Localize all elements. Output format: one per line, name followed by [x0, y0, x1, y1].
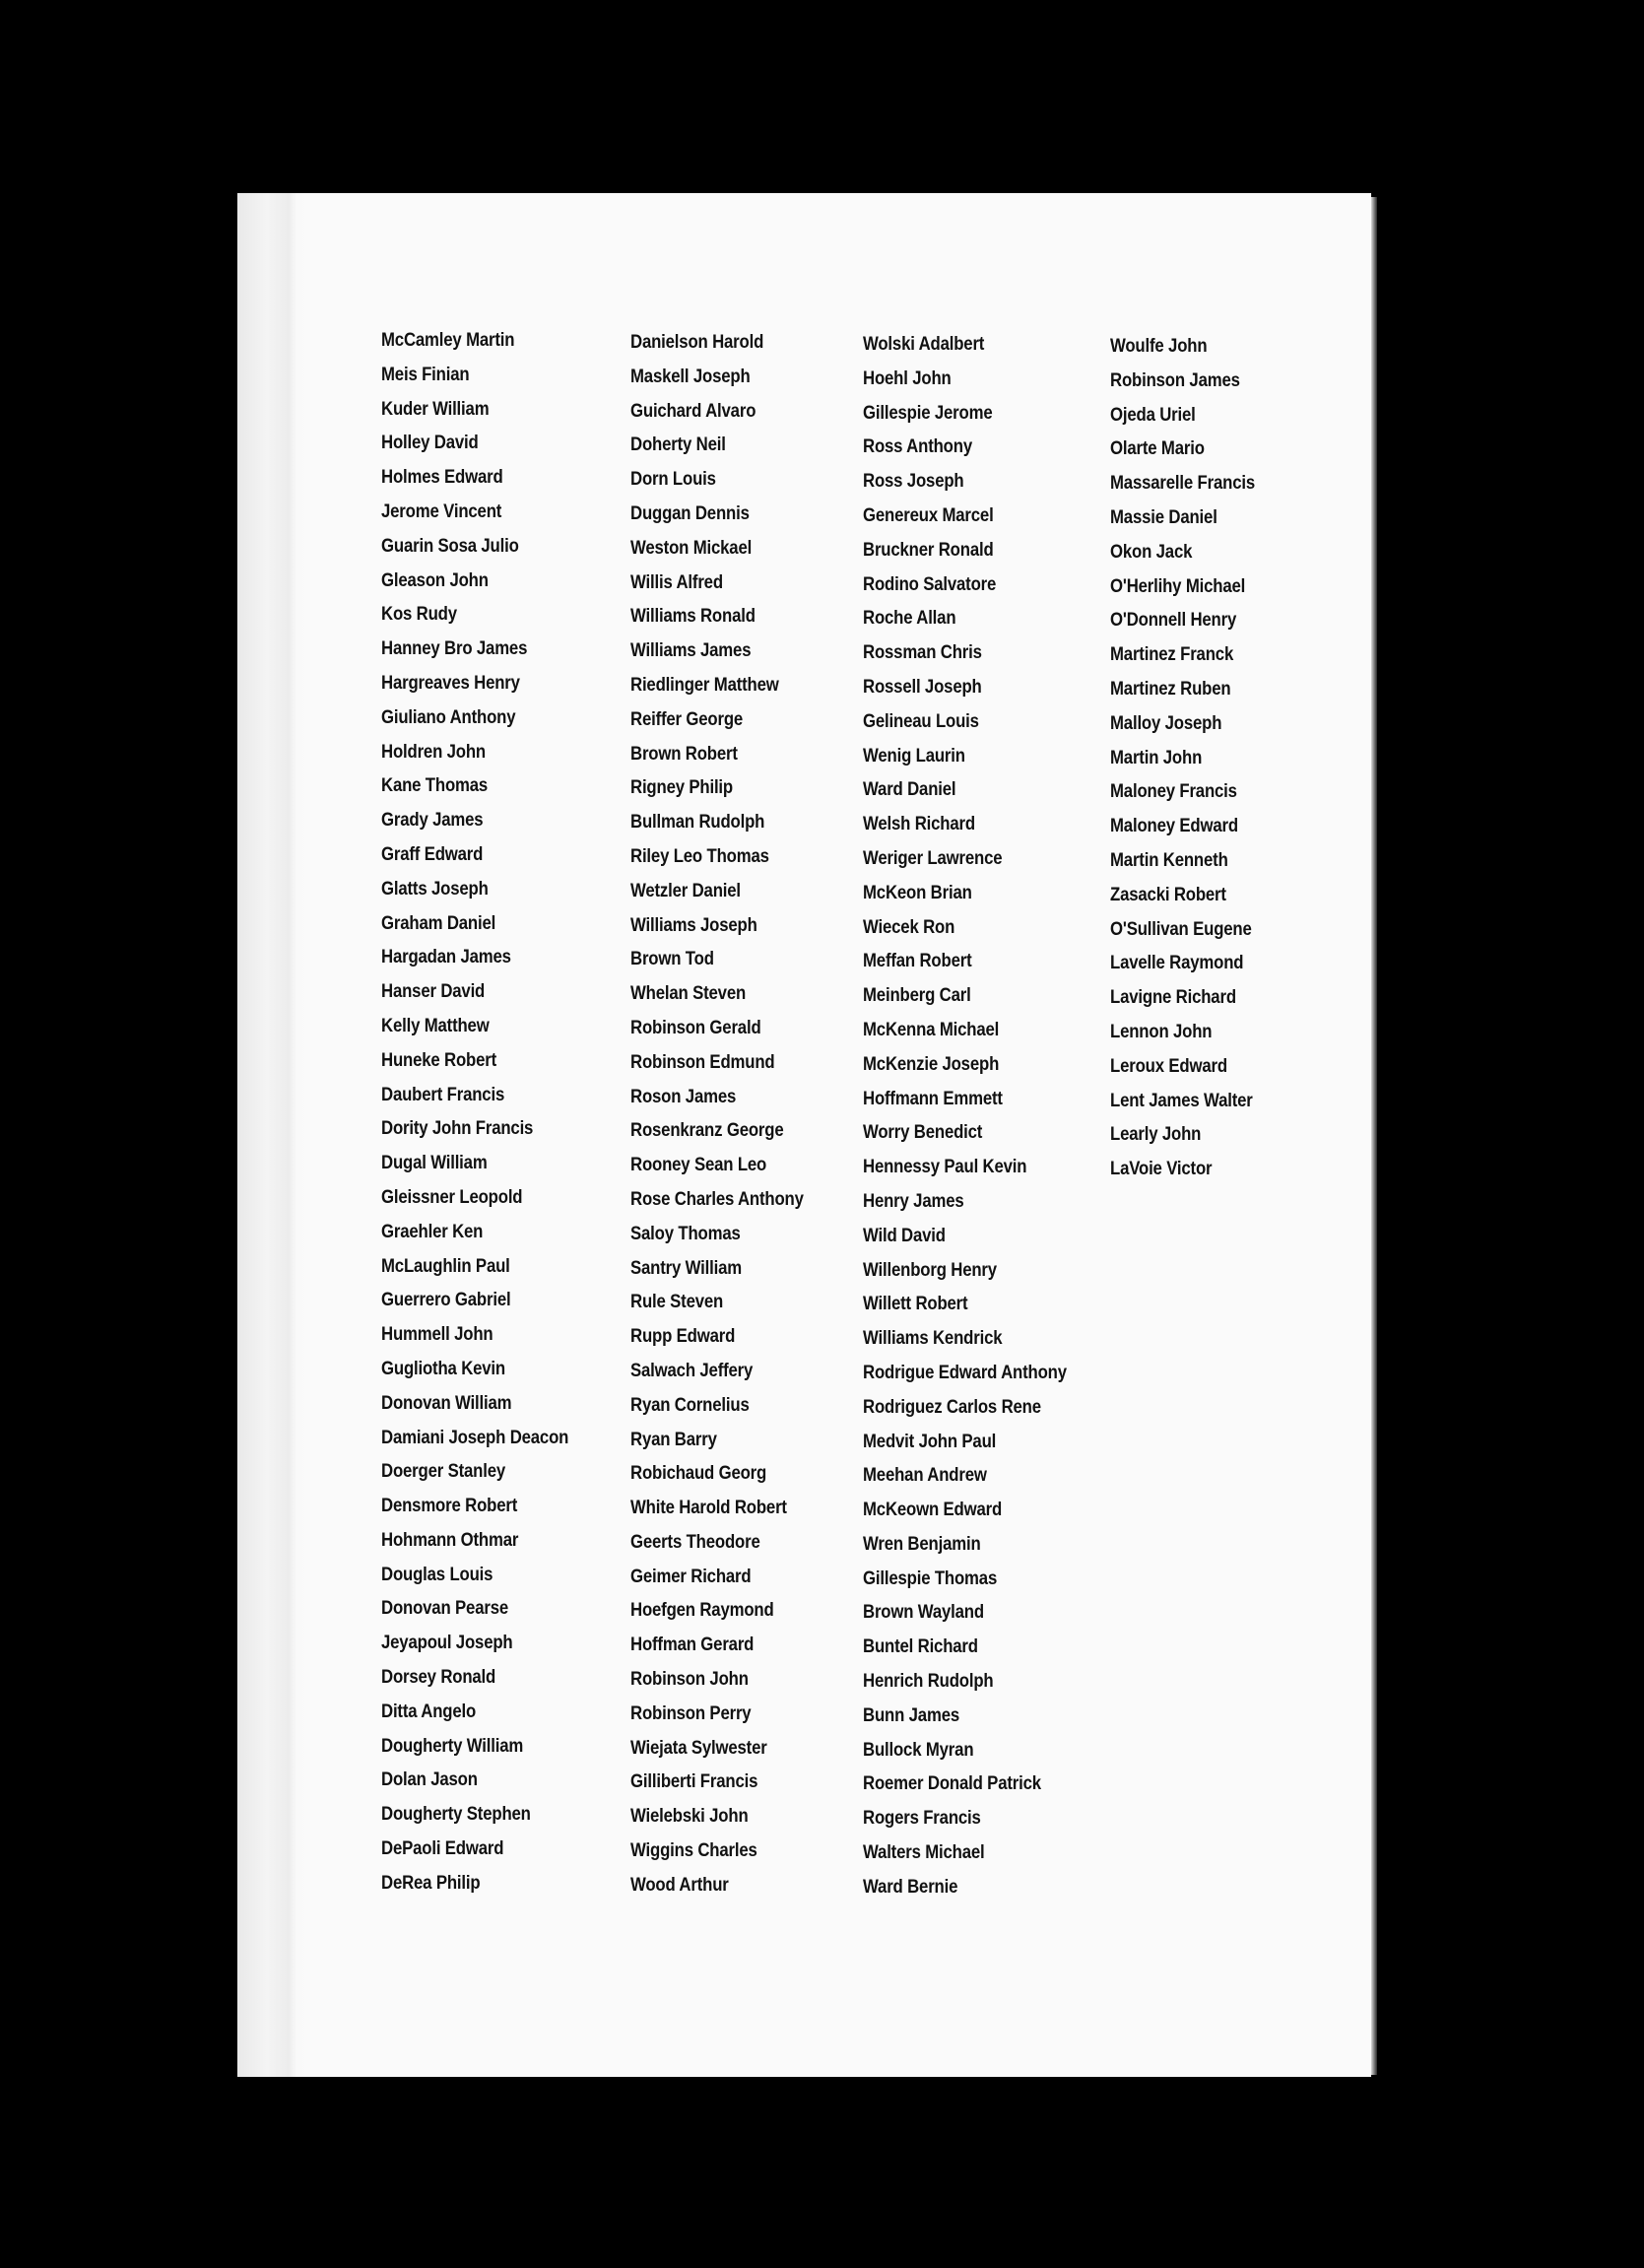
- list-item: Wenig Laurin: [863, 744, 965, 767]
- list-item: Willenborg Henry: [863, 1258, 997, 1281]
- list-item: Meehan Andrew: [863, 1464, 987, 1487]
- list-item: Bunn James: [863, 1703, 959, 1726]
- list-item: Danielson Harold: [630, 331, 764, 353]
- list-item: Jeyapoul Joseph: [381, 1632, 513, 1654]
- list-item: Robinson Gerald: [630, 1016, 761, 1038]
- list-item: Grady James: [381, 809, 484, 832]
- list-item: Graff Edward: [381, 842, 484, 865]
- list-item: Hoffmann Emmett: [863, 1087, 1003, 1109]
- list-item: Hargreaves Henry: [381, 671, 520, 694]
- list-item: Williams Ronald: [630, 605, 756, 628]
- list-item: Martin Kenneth: [1110, 848, 1228, 871]
- list-item: Meinberg Carl: [863, 984, 971, 1007]
- list-item: Daubert Francis: [381, 1083, 505, 1105]
- list-item: McKenna Michael: [863, 1018, 1000, 1040]
- list-item: Meis Finian: [381, 363, 470, 385]
- list-item: Geimer Richard: [630, 1565, 752, 1587]
- list-item: Maskell Joseph: [630, 365, 751, 387]
- list-item: Massie Daniel: [1110, 505, 1217, 528]
- list-item: LaVoie Victor: [1110, 1158, 1213, 1180]
- list-item: Learly John: [1110, 1123, 1202, 1146]
- list-item: Wielebski John: [630, 1805, 749, 1828]
- list-item: Hanney Bro James: [381, 637, 528, 660]
- list-item: Rogers Francis: [863, 1807, 981, 1830]
- list-item: Bullman Rudolph: [630, 811, 765, 834]
- list-item: Robichaud Georg: [630, 1462, 767, 1485]
- list-item: Doerger Stanley: [381, 1460, 506, 1483]
- list-item: Lennon John: [1110, 1020, 1213, 1042]
- list-item: Dorsey Ronald: [381, 1666, 496, 1689]
- list-item: O'Sullivan Eugene: [1110, 917, 1252, 940]
- list-item: Ojeda Uriel: [1110, 403, 1196, 426]
- list-item: Lent James Walter: [1110, 1089, 1253, 1111]
- list-item: McCamley Martin: [381, 329, 515, 351]
- list-item: McKeown Edward: [863, 1499, 1003, 1521]
- list-item: Gelineau Louis: [863, 709, 979, 732]
- list-item: O'Herlihy Michael: [1110, 574, 1246, 597]
- list-item: Kos Rudy: [381, 603, 457, 626]
- list-item: Ryan Cornelius: [630, 1393, 750, 1416]
- list-item: White Harold Robert: [630, 1497, 787, 1519]
- list-item: Rossell Joseph: [863, 675, 982, 698]
- list-item: Roche Allan: [863, 607, 956, 630]
- list-item: Malloy Joseph: [1110, 711, 1222, 734]
- list-item: Ward Bernie: [863, 1875, 958, 1898]
- list-item: Geerts Theodore: [630, 1530, 760, 1553]
- list-item: Robinson James: [1110, 368, 1240, 391]
- list-item: Genereux Marcel: [863, 503, 994, 526]
- list-item: Whelan Steven: [630, 982, 747, 1005]
- list-item: Leroux Edward: [1110, 1054, 1227, 1077]
- list-item: Guarin Sosa Julio: [381, 534, 519, 557]
- list-item: Hargadan James: [381, 946, 511, 968]
- list-item: Kane Thomas: [381, 774, 489, 797]
- list-item: Wiejata Sylwester: [630, 1736, 767, 1759]
- list-item: Worry Benedict: [863, 1121, 983, 1144]
- list-item: Rooney Sean Leo: [630, 1154, 767, 1176]
- list-item: Robinson Perry: [630, 1701, 752, 1724]
- list-item: Medvit John Paul: [863, 1430, 997, 1452]
- list-item: Rule Steven: [630, 1291, 724, 1313]
- list-item: McLaughlin Paul: [381, 1254, 510, 1277]
- list-item: Guichard Alvaro: [630, 399, 756, 422]
- list-item: Ditta Angelo: [381, 1700, 477, 1722]
- list-item: Hummell John: [381, 1323, 493, 1346]
- list-item: Maloney Edward: [1110, 815, 1238, 837]
- list-item: Brown Tod: [630, 948, 714, 970]
- list-item: McKeon Brian: [863, 881, 972, 903]
- list-item: Kelly Matthew: [381, 1014, 490, 1036]
- list-item: Gleason John: [381, 568, 489, 591]
- list-item: DeRea Philip: [381, 1871, 481, 1894]
- list-item: Reiffer George: [630, 707, 744, 730]
- name-column-3: [863, 327, 1100, 1904]
- list-item: Ross Anthony: [863, 435, 972, 458]
- list-item: Zasacki Robert: [1110, 883, 1226, 905]
- list-item: Rosenkranz George: [630, 1119, 784, 1142]
- list-item: Kuder William: [381, 397, 490, 420]
- list-item: Okon Jack: [1110, 540, 1193, 563]
- list-item: Salwach Jeffery: [630, 1359, 754, 1381]
- list-item: Rossman Chris: [863, 641, 982, 664]
- list-item: Holmes Edward: [381, 466, 503, 489]
- list-item: Hohmann Othmar: [381, 1528, 519, 1551]
- list-item: Dugal William: [381, 1152, 488, 1174]
- list-item: Wood Arthur: [630, 1873, 729, 1896]
- list-item: Rose Charles Anthony: [630, 1187, 804, 1210]
- list-item: Wiggins Charles: [630, 1839, 757, 1862]
- name-column-1: [381, 323, 599, 1901]
- list-item: Bruckner Ronald: [863, 538, 994, 561]
- list-item: Huneke Robert: [381, 1048, 497, 1071]
- list-item: Wren Benjamin: [863, 1532, 981, 1555]
- list-item: Dorn Louis: [630, 468, 716, 491]
- list-item: Gillespie Thomas: [863, 1567, 998, 1589]
- list-item: Wolski Adalbert: [863, 333, 985, 355]
- list-item: Lavigne Richard: [1110, 986, 1236, 1009]
- list-item: Gillespie Jerome: [863, 401, 993, 424]
- list-item: Dolan Jason: [381, 1768, 478, 1791]
- list-item: Ward Daniel: [863, 778, 956, 801]
- list-item: Glatts Joseph: [381, 877, 489, 900]
- list-item: Welsh Richard: [863, 813, 975, 835]
- list-item: Wild David: [863, 1224, 946, 1246]
- list-item: Hoehl John: [863, 367, 952, 389]
- list-item: Hennessy Paul Kevin: [863, 1156, 1027, 1178]
- list-item: Hoefgen Raymond: [630, 1599, 774, 1622]
- list-item: Graehler Ken: [381, 1220, 484, 1242]
- list-item: Gilliberti Francis: [630, 1770, 758, 1793]
- list-item: Rigney Philip: [630, 776, 733, 799]
- list-item: McKenzie Joseph: [863, 1052, 1000, 1075]
- list-item: Duggan Dennis: [630, 501, 750, 524]
- list-item: Roemer Donald Patrick: [863, 1772, 1041, 1795]
- list-item: Lavelle Raymond: [1110, 952, 1244, 974]
- list-item: Maloney Francis: [1110, 780, 1237, 803]
- list-item: Rodriguez Carlos Rene: [863, 1395, 1041, 1418]
- list-item: Martinez Ruben: [1110, 677, 1231, 700]
- list-item: Robinson Edmund: [630, 1050, 775, 1073]
- list-item: Santry William: [630, 1256, 743, 1279]
- list-item: Roson James: [630, 1085, 737, 1107]
- list-item: Saloy Thomas: [630, 1222, 741, 1244]
- list-item: Willis Alfred: [630, 570, 723, 593]
- list-item: Rodino Salvatore: [863, 572, 997, 595]
- book-cover: [237, 193, 1371, 2077]
- list-item: Doherty Neil: [630, 434, 726, 456]
- list-item: Willett Robert: [863, 1293, 968, 1315]
- list-item: Woulfe John: [1110, 335, 1208, 357]
- list-item: Massarelle Francis: [1110, 472, 1255, 495]
- list-item: Williams Joseph: [630, 913, 757, 936]
- name-column-2: [630, 325, 831, 1902]
- list-item: Wetzler Daniel: [630, 879, 741, 901]
- list-item: Riley Leo Thomas: [630, 844, 769, 867]
- list-item: Guerrero Gabriel: [381, 1289, 511, 1311]
- list-item: Densmore Robert: [381, 1495, 518, 1517]
- list-item: Dougherty William: [381, 1734, 524, 1757]
- list-item: Donovan Pearse: [381, 1597, 509, 1620]
- list-item: Henry James: [863, 1189, 964, 1212]
- list-item: DePaoli Edward: [381, 1837, 504, 1860]
- spine-hinge: [237, 193, 314, 2077]
- name-column-4: [1110, 329, 1279, 1186]
- list-item: Brown Wayland: [863, 1601, 984, 1624]
- list-item: Ryan Barry: [630, 1428, 717, 1450]
- list-item: Ross Joseph: [863, 470, 964, 493]
- list-item: Brown Robert: [630, 742, 738, 765]
- list-item: Riedlinger Matthew: [630, 673, 779, 696]
- list-item: Giuliano Anthony: [381, 705, 516, 728]
- list-item: Donovan William: [381, 1391, 512, 1414]
- list-item: Walters Michael: [863, 1841, 985, 1864]
- list-item: Graham Daniel: [381, 911, 496, 934]
- list-item: Weston Mickael: [630, 536, 753, 559]
- list-item: Henrich Rudolph: [863, 1670, 994, 1693]
- list-item: Wiecek Ron: [863, 915, 955, 938]
- list-item: Bullock Myran: [863, 1738, 974, 1761]
- list-item: Hoffman Gerard: [630, 1634, 755, 1656]
- list-item: Douglas Louis: [381, 1563, 493, 1585]
- list-item: Dougherty Stephen: [381, 1803, 531, 1826]
- list-item: Gugliotha Kevin: [381, 1357, 506, 1379]
- list-item: Williams Kendrick: [863, 1327, 1003, 1350]
- list-item: O'Donnell Henry: [1110, 609, 1237, 632]
- list-item: Weriger Lawrence: [863, 846, 1003, 869]
- list-item: Rodrigue Edward Anthony: [863, 1361, 1067, 1383]
- book-page-edge: [1371, 197, 1377, 2075]
- list-item: Jerome Vincent: [381, 500, 502, 522]
- list-item: Olarte Mario: [1110, 437, 1205, 460]
- list-item: Martin John: [1110, 746, 1203, 768]
- list-item: Williams James: [630, 639, 752, 662]
- list-item: Hanser David: [381, 980, 486, 1003]
- list-item: Damiani Joseph Deacon: [381, 1426, 569, 1448]
- list-item: Dority John Francis: [381, 1117, 534, 1140]
- list-item: Gleissner Leopold: [381, 1185, 523, 1208]
- list-item: Martinez Franck: [1110, 643, 1234, 666]
- list-item: Holley David: [381, 432, 479, 454]
- list-item: Meffan Robert: [863, 950, 972, 972]
- list-item: Holdren John: [381, 740, 487, 763]
- list-item: Rupp Edward: [630, 1325, 736, 1348]
- list-item: Robinson John: [630, 1668, 749, 1691]
- list-item: Buntel Richard: [863, 1635, 978, 1658]
